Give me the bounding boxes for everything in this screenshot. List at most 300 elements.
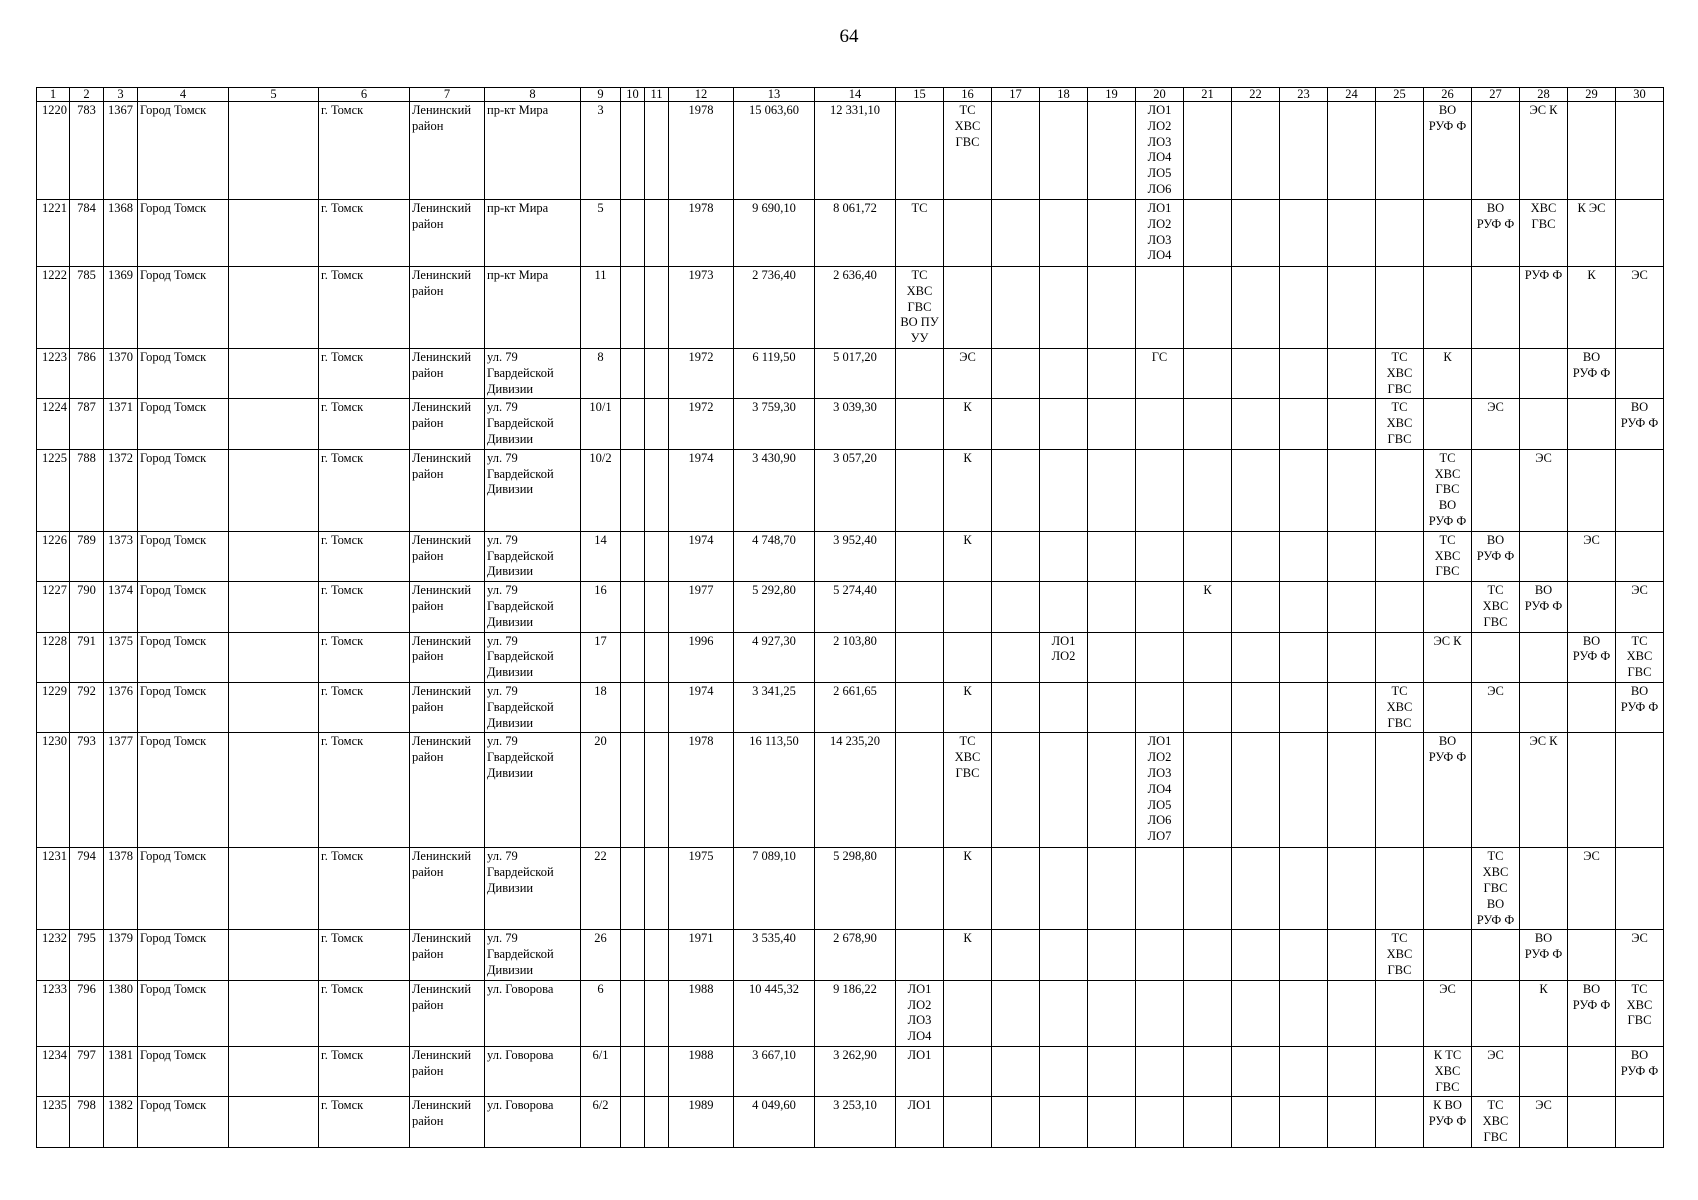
cell-col-24 xyxy=(1328,582,1376,632)
cell-col-5 xyxy=(229,632,319,682)
column-header-28: 28 xyxy=(1520,88,1568,102)
cell-col-29 xyxy=(1568,1097,1616,1147)
cell-col-18 xyxy=(1040,267,1088,349)
cell-col-21 xyxy=(1184,399,1232,449)
cell-col-7: Ленинский район xyxy=(410,449,485,531)
cell-col-8: ул. Говорова xyxy=(485,980,581,1046)
cell-col-29 xyxy=(1568,102,1616,200)
cell-col-12: 1973 xyxy=(669,267,734,349)
cell-col-18: ЛО1 ЛО2 xyxy=(1040,632,1088,682)
cell-col-30: ВО РУФ Ф xyxy=(1616,1046,1664,1096)
cell-col-19 xyxy=(1088,980,1136,1046)
cell-col-26 xyxy=(1424,267,1472,349)
cell-col-2: 795 xyxy=(70,930,104,980)
column-header-25: 25 xyxy=(1376,88,1424,102)
table-body xyxy=(37,102,1664,1148)
cell-col-18 xyxy=(1040,1097,1088,1147)
cell-col-25 xyxy=(1376,980,1424,1046)
cell-col-29: ВО РУФ Ф xyxy=(1568,980,1616,1046)
cell-col-22 xyxy=(1232,733,1280,848)
table-row xyxy=(37,682,1664,732)
cell-col-28: К xyxy=(1520,980,1568,1046)
cell-col-20 xyxy=(1136,449,1184,531)
cell-col-13: 3 535,40 xyxy=(734,930,815,980)
cell-col-27 xyxy=(1472,930,1520,980)
cell-col-5 xyxy=(229,930,319,980)
cell-col-10 xyxy=(621,848,645,930)
cell-col-17 xyxy=(992,980,1040,1046)
cell-col-6: г. Томск xyxy=(319,1097,410,1147)
cell-col-10 xyxy=(621,1046,645,1096)
cell-col-13: 5 292,80 xyxy=(734,582,815,632)
cell-col-28 xyxy=(1520,682,1568,732)
cell-col-22 xyxy=(1232,632,1280,682)
cell-col-27 xyxy=(1472,349,1520,399)
cell-col-20 xyxy=(1136,930,1184,980)
column-header-20: 20 xyxy=(1136,88,1184,102)
cell-col-30: ТС ХВС ГВС xyxy=(1616,980,1664,1046)
cell-col-14: 3 952,40 xyxy=(815,531,896,581)
cell-col-24 xyxy=(1328,349,1376,399)
cell-col-12: 1977 xyxy=(669,582,734,632)
cell-col-2: 784 xyxy=(70,200,104,267)
cell-col-10 xyxy=(621,980,645,1046)
cell-col-20 xyxy=(1136,267,1184,349)
cell-col-26 xyxy=(1424,200,1472,267)
cell-col-10 xyxy=(621,449,645,531)
cell-col-17 xyxy=(992,930,1040,980)
cell-col-12: 1989 xyxy=(669,1097,734,1147)
cell-col-2: 785 xyxy=(70,267,104,349)
cell-col-3: 1374 xyxy=(104,582,138,632)
cell-col-7: Ленинский район xyxy=(410,531,485,581)
cell-col-29 xyxy=(1568,399,1616,449)
cell-col-7: Ленинский район xyxy=(410,399,485,449)
cell-col-9: 14 xyxy=(581,531,621,581)
cell-col-25 xyxy=(1376,582,1424,632)
cell-col-17 xyxy=(992,848,1040,930)
cell-col-9: 10/2 xyxy=(581,449,621,531)
cell-col-1: 1230 xyxy=(37,733,70,848)
cell-col-20 xyxy=(1136,848,1184,930)
cell-col-7: Ленинский район xyxy=(410,733,485,848)
cell-col-5 xyxy=(229,349,319,399)
cell-col-22 xyxy=(1232,930,1280,980)
cell-col-13: 15 063,60 xyxy=(734,102,815,200)
cell-col-6: г. Томск xyxy=(319,682,410,732)
cell-col-6: г. Томск xyxy=(319,399,410,449)
cell-col-14: 3 262,90 xyxy=(815,1046,896,1096)
cell-col-8: ул. 79 Гвардейской Дивизии xyxy=(485,399,581,449)
cell-col-20 xyxy=(1136,1046,1184,1096)
cell-col-14: 2 678,90 xyxy=(815,930,896,980)
cell-col-1: 1231 xyxy=(37,848,70,930)
cell-col-6: г. Томск xyxy=(319,848,410,930)
column-header-23: 23 xyxy=(1280,88,1328,102)
cell-col-1: 1227 xyxy=(37,582,70,632)
cell-col-20: ЛО1 ЛО2 ЛО3 ЛО4 xyxy=(1136,200,1184,267)
table-row xyxy=(37,1046,1664,1096)
cell-col-1: 1234 xyxy=(37,1046,70,1096)
cell-col-7: Ленинский район xyxy=(410,349,485,399)
cell-col-3: 1380 xyxy=(104,980,138,1046)
cell-col-4: Город Томск xyxy=(138,200,229,267)
cell-col-3: 1369 xyxy=(104,267,138,349)
cell-col-21 xyxy=(1184,682,1232,732)
cell-col-13: 4 049,60 xyxy=(734,1097,815,1147)
cell-col-13: 6 119,50 xyxy=(734,349,815,399)
cell-col-19 xyxy=(1088,267,1136,349)
cell-col-25 xyxy=(1376,632,1424,682)
cell-col-21 xyxy=(1184,980,1232,1046)
cell-col-30 xyxy=(1616,1097,1664,1147)
cell-col-3: 1378 xyxy=(104,848,138,930)
cell-col-23 xyxy=(1280,733,1328,848)
cell-col-19 xyxy=(1088,930,1136,980)
cell-col-8: ул. 79 Гвардейской Дивизии xyxy=(485,632,581,682)
cell-col-28: ВО РУФ Ф xyxy=(1520,930,1568,980)
cell-col-18 xyxy=(1040,682,1088,732)
cell-col-1: 1224 xyxy=(37,399,70,449)
cell-col-22 xyxy=(1232,200,1280,267)
cell-col-6: г. Томск xyxy=(319,582,410,632)
cell-col-30 xyxy=(1616,349,1664,399)
cell-col-12: 1974 xyxy=(669,682,734,732)
cell-col-1: 1226 xyxy=(37,531,70,581)
cell-col-16: К xyxy=(944,449,992,531)
cell-col-5 xyxy=(229,531,319,581)
cell-col-22 xyxy=(1232,349,1280,399)
column-header-13: 13 xyxy=(734,88,815,102)
column-header-5: 5 xyxy=(229,88,319,102)
cell-col-18 xyxy=(1040,449,1088,531)
cell-col-5 xyxy=(229,200,319,267)
cell-col-4: Город Томск xyxy=(138,349,229,399)
cell-col-11 xyxy=(645,848,669,930)
cell-col-2: 796 xyxy=(70,980,104,1046)
column-header-8: 8 xyxy=(485,88,581,102)
cell-col-23 xyxy=(1280,349,1328,399)
cell-col-14: 5 017,20 xyxy=(815,349,896,399)
column-header-27: 27 xyxy=(1472,88,1520,102)
cell-col-20: ЛО1 ЛО2 ЛО3 ЛО4 ЛО5 ЛО6 xyxy=(1136,102,1184,200)
cell-col-22 xyxy=(1232,102,1280,200)
cell-col-10 xyxy=(621,531,645,581)
cell-col-9: 22 xyxy=(581,848,621,930)
cell-col-30: ЭС xyxy=(1616,930,1664,980)
cell-col-22 xyxy=(1232,1097,1280,1147)
cell-col-29: ВО РУФ Ф xyxy=(1568,349,1616,399)
cell-col-2: 787 xyxy=(70,399,104,449)
cell-col-23 xyxy=(1280,102,1328,200)
cell-col-4: Город Томск xyxy=(138,980,229,1046)
cell-col-6: г. Томск xyxy=(319,102,410,200)
cell-col-24 xyxy=(1328,531,1376,581)
cell-col-18 xyxy=(1040,930,1088,980)
cell-col-2: 790 xyxy=(70,582,104,632)
cell-col-14: 2 661,65 xyxy=(815,682,896,732)
cell-col-30 xyxy=(1616,449,1664,531)
cell-col-16: ТС ХВС ГВС xyxy=(944,102,992,200)
cell-col-13: 9 690,10 xyxy=(734,200,815,267)
cell-col-12: 1974 xyxy=(669,449,734,531)
cell-col-13: 2 736,40 xyxy=(734,267,815,349)
cell-col-1: 1228 xyxy=(37,632,70,682)
cell-col-18 xyxy=(1040,102,1088,200)
cell-col-19 xyxy=(1088,1046,1136,1096)
cell-col-25 xyxy=(1376,267,1424,349)
cell-col-11 xyxy=(645,632,669,682)
cell-col-16 xyxy=(944,582,992,632)
cell-col-9: 10/1 xyxy=(581,399,621,449)
cell-col-3: 1381 xyxy=(104,1046,138,1096)
cell-col-24 xyxy=(1328,200,1376,267)
cell-col-23 xyxy=(1280,632,1328,682)
cell-col-13: 4 927,30 xyxy=(734,632,815,682)
cell-col-5 xyxy=(229,848,319,930)
cell-col-5 xyxy=(229,582,319,632)
cell-col-20 xyxy=(1136,632,1184,682)
cell-col-23 xyxy=(1280,531,1328,581)
cell-col-22 xyxy=(1232,682,1280,732)
cell-col-12: 1988 xyxy=(669,980,734,1046)
cell-col-13: 3 341,25 xyxy=(734,682,815,732)
cell-col-29 xyxy=(1568,930,1616,980)
cell-col-9: 11 xyxy=(581,267,621,349)
cell-col-17 xyxy=(992,102,1040,200)
cell-col-28 xyxy=(1520,848,1568,930)
column-header-3: 3 xyxy=(104,88,138,102)
cell-col-5 xyxy=(229,102,319,200)
cell-col-8: ул. 79 Гвардейской Дивизии xyxy=(485,531,581,581)
cell-col-9: 6 xyxy=(581,980,621,1046)
cell-col-23 xyxy=(1280,682,1328,732)
cell-col-27: ТС ХВС ГВС xyxy=(1472,582,1520,632)
cell-col-23 xyxy=(1280,980,1328,1046)
cell-col-2: 786 xyxy=(70,349,104,399)
cell-col-27: ВО РУФ Ф xyxy=(1472,200,1520,267)
cell-col-4: Город Томск xyxy=(138,399,229,449)
cell-col-15: ЛО1 xyxy=(896,1046,944,1096)
cell-col-16 xyxy=(944,980,992,1046)
cell-col-23 xyxy=(1280,267,1328,349)
cell-col-16: К xyxy=(944,848,992,930)
cell-col-26 xyxy=(1424,848,1472,930)
cell-col-5 xyxy=(229,682,319,732)
cell-col-23 xyxy=(1280,200,1328,267)
cell-col-25 xyxy=(1376,102,1424,200)
cell-col-28: ЭС xyxy=(1520,449,1568,531)
cell-col-10 xyxy=(621,1097,645,1147)
cell-col-6: г. Томск xyxy=(319,449,410,531)
cell-col-12: 1972 xyxy=(669,399,734,449)
cell-col-16: К xyxy=(944,682,992,732)
cell-col-14: 3 253,10 xyxy=(815,1097,896,1147)
cell-col-23 xyxy=(1280,930,1328,980)
cell-col-26: ЭС xyxy=(1424,980,1472,1046)
cell-col-10 xyxy=(621,399,645,449)
cell-col-14: 9 186,22 xyxy=(815,980,896,1046)
cell-col-11 xyxy=(645,1046,669,1096)
cell-col-6: г. Томск xyxy=(319,733,410,848)
cell-col-24 xyxy=(1328,399,1376,449)
cell-col-13: 16 113,50 xyxy=(734,733,815,848)
cell-col-19 xyxy=(1088,531,1136,581)
cell-col-6: г. Томск xyxy=(319,980,410,1046)
column-header-19: 19 xyxy=(1088,88,1136,102)
cell-col-1: 1233 xyxy=(37,980,70,1046)
cell-col-26 xyxy=(1424,930,1472,980)
cell-col-29 xyxy=(1568,682,1616,732)
cell-col-30 xyxy=(1616,200,1664,267)
cell-col-19 xyxy=(1088,102,1136,200)
cell-col-21 xyxy=(1184,632,1232,682)
column-header-24: 24 xyxy=(1328,88,1376,102)
cell-col-29 xyxy=(1568,582,1616,632)
cell-col-24 xyxy=(1328,682,1376,732)
cell-col-2: 797 xyxy=(70,1046,104,1096)
cell-col-8: ул. Говорова xyxy=(485,1046,581,1096)
cell-col-7: Ленинский район xyxy=(410,1046,485,1096)
cell-col-24 xyxy=(1328,102,1376,200)
column-header-2: 2 xyxy=(70,88,104,102)
cell-col-16: К xyxy=(944,399,992,449)
cell-col-14: 14 235,20 xyxy=(815,733,896,848)
column-header-4: 4 xyxy=(138,88,229,102)
cell-col-19 xyxy=(1088,200,1136,267)
cell-col-28: ЭС К xyxy=(1520,733,1568,848)
cell-col-1: 1225 xyxy=(37,449,70,531)
cell-col-5 xyxy=(229,980,319,1046)
cell-col-7: Ленинский район xyxy=(410,267,485,349)
cell-col-27: ТС ХВС ГВС ВО РУФ Ф xyxy=(1472,848,1520,930)
cell-col-24 xyxy=(1328,449,1376,531)
cell-col-24 xyxy=(1328,1097,1376,1147)
cell-col-27 xyxy=(1472,267,1520,349)
cell-col-21 xyxy=(1184,102,1232,200)
cell-col-12: 1971 xyxy=(669,930,734,980)
cell-col-18 xyxy=(1040,582,1088,632)
cell-col-21 xyxy=(1184,200,1232,267)
cell-col-14: 5 274,40 xyxy=(815,582,896,632)
cell-col-28: ХВС ГВС xyxy=(1520,200,1568,267)
cell-col-23 xyxy=(1280,848,1328,930)
cell-col-12: 1978 xyxy=(669,102,734,200)
cell-col-6: г. Томск xyxy=(319,200,410,267)
registry-table xyxy=(36,87,1664,1148)
cell-col-3: 1379 xyxy=(104,930,138,980)
cell-col-9: 20 xyxy=(581,733,621,848)
cell-col-30: ТС ХВС ГВС xyxy=(1616,632,1664,682)
cell-col-5 xyxy=(229,1046,319,1096)
cell-col-17 xyxy=(992,682,1040,732)
cell-col-26: ЭС К xyxy=(1424,632,1472,682)
cell-col-22 xyxy=(1232,1046,1280,1096)
table-row xyxy=(37,531,1664,581)
cell-col-28: ЭС К xyxy=(1520,102,1568,200)
cell-col-27: ВО РУФ Ф xyxy=(1472,531,1520,581)
cell-col-23 xyxy=(1280,582,1328,632)
cell-col-25: ТС ХВС ГВС xyxy=(1376,930,1424,980)
cell-col-8: ул. 79 Гвардейской Дивизии xyxy=(485,449,581,531)
cell-col-26 xyxy=(1424,582,1472,632)
cell-col-9: 3 xyxy=(581,102,621,200)
cell-col-25 xyxy=(1376,1097,1424,1147)
cell-col-24 xyxy=(1328,632,1376,682)
cell-col-13: 7 089,10 xyxy=(734,848,815,930)
cell-col-13: 3 430,90 xyxy=(734,449,815,531)
cell-col-16 xyxy=(944,632,992,682)
cell-col-17 xyxy=(992,399,1040,449)
cell-col-18 xyxy=(1040,349,1088,399)
cell-col-8: ул. 79 Гвардейской Дивизии xyxy=(485,848,581,930)
cell-col-23 xyxy=(1280,1097,1328,1147)
table-row xyxy=(37,848,1664,930)
cell-col-30 xyxy=(1616,848,1664,930)
column-header-9: 9 xyxy=(581,88,621,102)
column-header-16: 16 xyxy=(944,88,992,102)
cell-col-4: Город Томск xyxy=(138,531,229,581)
cell-col-4: Город Томск xyxy=(138,102,229,200)
cell-col-29: К xyxy=(1568,267,1616,349)
cell-col-6: г. Томск xyxy=(319,267,410,349)
cell-col-27 xyxy=(1472,102,1520,200)
cell-col-15 xyxy=(896,848,944,930)
cell-col-27 xyxy=(1472,632,1520,682)
column-header-17: 17 xyxy=(992,88,1040,102)
column-header-29: 29 xyxy=(1568,88,1616,102)
cell-col-24 xyxy=(1328,848,1376,930)
cell-col-26 xyxy=(1424,682,1472,732)
cell-col-8: ул. Говорова xyxy=(485,1097,581,1147)
cell-col-25 xyxy=(1376,200,1424,267)
cell-col-11 xyxy=(645,531,669,581)
column-header-1: 1 xyxy=(37,88,70,102)
cell-col-26: ВО РУФ Ф xyxy=(1424,102,1472,200)
cell-col-27 xyxy=(1472,449,1520,531)
cell-col-18 xyxy=(1040,848,1088,930)
cell-col-12: 1978 xyxy=(669,733,734,848)
cell-col-15 xyxy=(896,632,944,682)
cell-col-4: Город Томск xyxy=(138,733,229,848)
cell-col-20 xyxy=(1136,531,1184,581)
cell-col-30 xyxy=(1616,733,1664,848)
cell-col-24 xyxy=(1328,267,1376,349)
cell-col-8: пр-кт Мира xyxy=(485,267,581,349)
column-header-15: 15 xyxy=(896,88,944,102)
cell-col-20 xyxy=(1136,1097,1184,1147)
cell-col-9: 8 xyxy=(581,349,621,399)
cell-col-10 xyxy=(621,733,645,848)
cell-col-19 xyxy=(1088,349,1136,399)
cell-col-2: 798 xyxy=(70,1097,104,1147)
cell-col-19 xyxy=(1088,848,1136,930)
cell-col-26: ТС ХВС ГВС ВО РУФ Ф xyxy=(1424,449,1472,531)
cell-col-23 xyxy=(1280,1046,1328,1096)
cell-col-28 xyxy=(1520,531,1568,581)
cell-col-3: 1368 xyxy=(104,200,138,267)
cell-col-8: ул. 79 Гвардейской Дивизии xyxy=(485,930,581,980)
cell-col-19 xyxy=(1088,632,1136,682)
column-header-7: 7 xyxy=(410,88,485,102)
cell-col-2: 783 xyxy=(70,102,104,200)
cell-col-1: 1220 xyxy=(37,102,70,200)
column-header-10: 10 xyxy=(621,88,645,102)
cell-col-17 xyxy=(992,349,1040,399)
cell-col-11 xyxy=(645,582,669,632)
cell-col-30 xyxy=(1616,102,1664,200)
cell-col-17 xyxy=(992,733,1040,848)
